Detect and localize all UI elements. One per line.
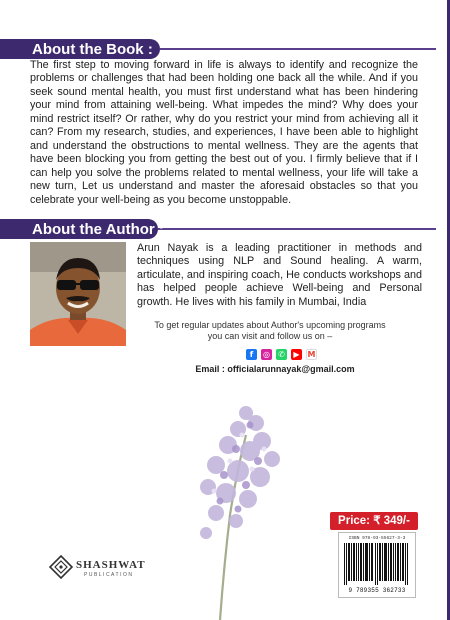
instagram-icon[interactable]: ◎ [261,349,272,360]
author-photo [30,242,126,346]
isbn-label: ISBN 978-93-55627-3-3 [348,536,406,541]
updates-note: To get regular updates about Author's upcoming programs you can visit and follow us on – [154,320,386,341]
about-author-band [0,219,436,239]
facebook-icon[interactable]: f [246,349,257,360]
publisher-tagline: PUBLICATION [84,572,134,578]
whatsapp-icon[interactable]: ✆ [276,349,287,360]
about-author-rule [158,228,436,230]
publisher-logo [48,555,146,584]
social-icons-row [246,349,317,361]
about-author-heading: About the Author : [32,221,164,238]
author-portrait-illustration [30,242,126,346]
price-tag: Price: ₹ 349/- [330,512,418,530]
barcode-graphic [344,543,410,585]
isbn-digits: 9 789355 362733 [348,587,406,594]
about-book-text: The first step to moving forward in life is always to identify and recognize the problems or challenges that had been holding one back all the while. And if you seek sound mental health, you must first understand what has been hindering your mind from attaining well-being. What impedes the mind? Why does your mind restrict itself? Or rather, why do you restrict your mind from achieving all it can? From my research, studies, and experiences, I have been able to highlight and understand the obstructions to mental wellness. They are the agents that have been blocking you from getting the best out of you. I firmly believe that if I can help you solve the problems related to mental wellness, your life will take a new turn, Let us understand and master the aforesaid obstacles so that you celebrate your well-being as you become unstoppable. [30,59,418,206]
author-email[interactable]: Email : officialarunnayak@gmail.com [195,364,355,374]
youtube-icon[interactable]: ▶ [291,349,302,360]
publisher-mark-icon [48,555,74,579]
about-author-text: Arun Nayak is a leading practitioner in methods and techniques using NLP and Sound healing. A warm, articulate, and inspiring coach, He conducts workshops and has helped people achieve Well-being and Personal growth. He lives with his family in Mumbai, India [137,242,422,308]
about-book-rule [160,48,436,50]
about-book-heading: About the Book : [32,41,153,58]
about-book-band [0,39,436,59]
gmail-icon[interactable]: M [307,350,316,359]
isbn-barcode-box [338,532,416,598]
lavender-flower-illustration [180,395,320,620]
publisher-name: SHASHWAT [76,559,146,571]
